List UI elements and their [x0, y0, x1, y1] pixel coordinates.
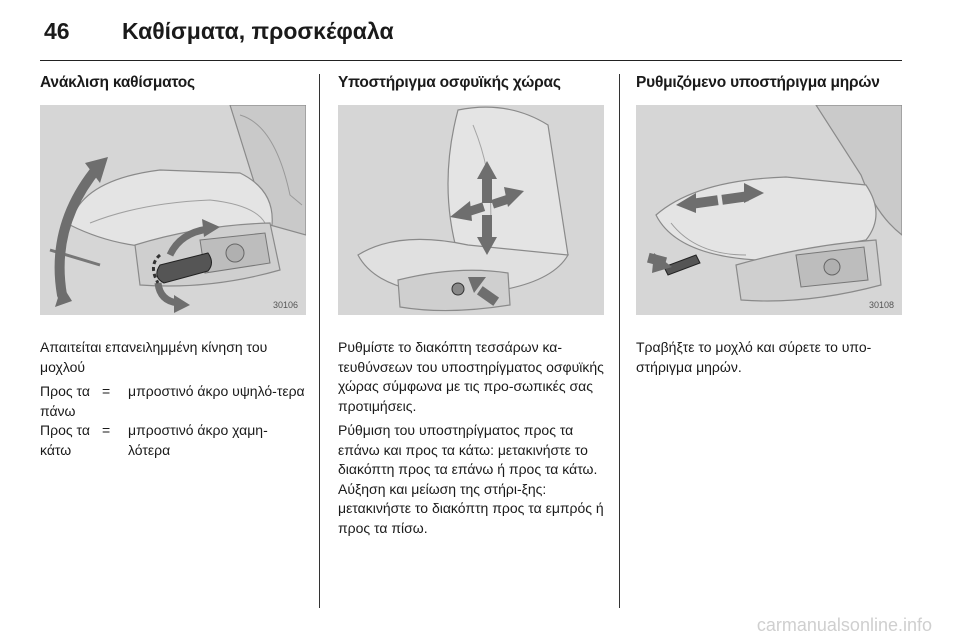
- page-header: [44, 18, 394, 52]
- definition-term: Προς τα πάνω: [40, 383, 90, 419]
- section-heading: Ρυθμιζόμενο υποστήριγμα μηρών: [636, 74, 880, 91]
- thigh-support-drawing: [636, 105, 902, 315]
- definition-description: μπροστινό άκρο χαμη-λότερα: [128, 422, 268, 458]
- lumbar-support-drawing: [338, 105, 604, 315]
- section-thigh-support: [636, 74, 902, 382]
- column-divider: [319, 74, 320, 608]
- watermark: carmanualsonline.info: [756, 615, 932, 635]
- definition-description: μπροστινό άκρο υψηλό-τερα: [128, 383, 305, 399]
- seat-tilt-illustration: [40, 105, 306, 315]
- section-heading: Ανάκλιση καθίσματος: [40, 74, 195, 91]
- section-seat-tilt: [40, 74, 306, 460]
- paragraph: Τραβήξτε το μοχλό και σύρετε το υπο-στήριγμα μηρών.: [636, 339, 872, 375]
- section-heading: Υποστήριγμα οσφυϊκής χώρας: [338, 74, 561, 91]
- paragraph: Ρυθμίστε το διακόπτη τεσσάρων κα-τευθύνσεων του υποστηρίγματος οσφυϊκής χώρας σύμφωνα με τις προ-σωπικές σας προτιμήσεις.: [338, 339, 604, 414]
- figure-number: 30106: [272, 300, 298, 310]
- page-number: 46: [44, 18, 70, 44]
- section-lumbar-support: [338, 74, 604, 543]
- header-divider: [40, 60, 902, 61]
- definition-row: [40, 382, 306, 421]
- thigh-support-illustration: [636, 105, 902, 315]
- column-divider: [619, 74, 620, 608]
- figure-number: 30108: [868, 300, 894, 310]
- lumbar-support-illustration: [338, 105, 604, 315]
- definition-separator: =: [102, 422, 111, 438]
- definition-term: Προς τα κάτω: [40, 422, 90, 458]
- chapter-title: Καθίσματα, προσκέφαλα: [122, 18, 394, 44]
- intro-text: Απαιτείται επανειλημμένη κίνηση του μοχλού: [40, 339, 268, 375]
- definition-separator: =: [102, 383, 111, 399]
- seat-tilt-drawing: [40, 105, 306, 315]
- definition-row: [40, 421, 306, 460]
- paragraph: Ρύθμιση του υποστηρίγματος προς τα επάνω και προς τα κάτω: μετακινήστε το διακόπτη προς τα επάνω ή προς τα κάτω. Αύξηση και μείωση της στήρι-ξης: μετακινήστε το διακόπτη προς τα εμπρός ή προς τα πίσω.: [338, 422, 604, 536]
- definition-list: [40, 382, 306, 460]
